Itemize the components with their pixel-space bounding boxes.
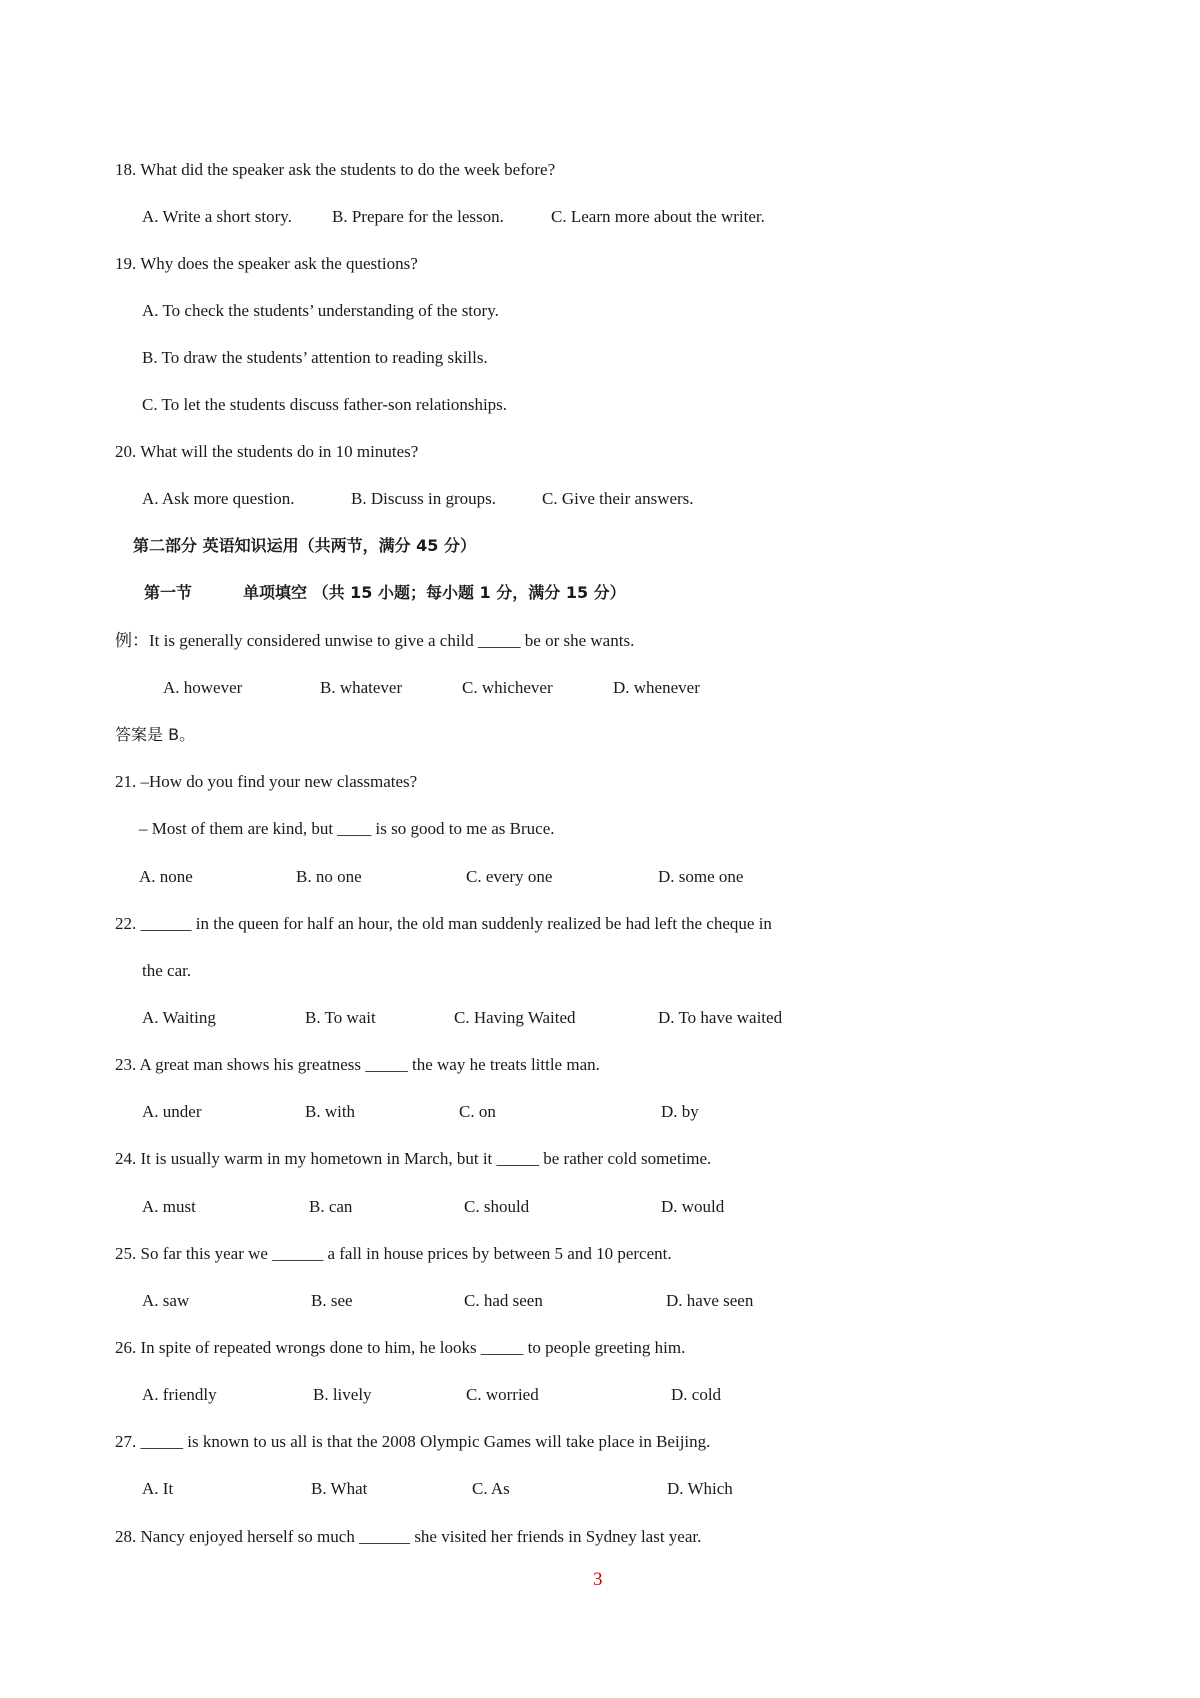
question-25-option-c: C. had seen bbox=[464, 1291, 543, 1310]
example-option-c: C. whichever bbox=[462, 678, 553, 697]
question-20-stem: 20. What will the students do in 10 minutes? bbox=[115, 442, 419, 461]
question-24-option-b: B. can bbox=[309, 1197, 353, 1216]
section-one-title: 第一节 bbox=[144, 583, 193, 602]
question-28-stem: 28. Nancy enjoyed herself so much ______ she visited her friends in Sydney last year. bbox=[115, 1527, 702, 1546]
question-22-option-b: B. To wait bbox=[305, 1008, 376, 1027]
question-19-option-c: C. To let the students discuss father-son relationships. bbox=[142, 395, 508, 414]
question-26-option-c: C. worried bbox=[466, 1385, 539, 1404]
example-option-b: B. whatever bbox=[320, 678, 403, 697]
question-25-option-d: D. have seen bbox=[666, 1291, 754, 1310]
question-21-option-c: C. every one bbox=[466, 867, 553, 886]
question-22-option-c: C. Having Waited bbox=[454, 1008, 576, 1027]
question-21-option-d: D. some one bbox=[658, 867, 744, 886]
question-22-stem-continued: the car. bbox=[142, 961, 192, 980]
question-23-option-b: B. with bbox=[305, 1102, 356, 1121]
question-27-stem: 27. _____ is known to us all is that the 2008 Olympic Games will take place in Beijing. bbox=[115, 1432, 711, 1451]
question-24-stem: 24. It is usually warm in my hometown in March, but it _____ be rather cold sometime. bbox=[115, 1149, 712, 1168]
example-stem: 例：It is generally considered unwise to give a child _____ be or she wants. bbox=[115, 631, 635, 650]
question-25-stem: 25. So far this year we ______ a fall in house prices by between 5 and 10 percent. bbox=[115, 1244, 672, 1263]
question-27-option-a: A. It bbox=[142, 1479, 174, 1498]
example-option-a: A. however bbox=[163, 678, 243, 697]
question-24-option-a: A. must bbox=[142, 1197, 196, 1216]
question-22-option-a: A. Waiting bbox=[142, 1008, 216, 1027]
question-26-stem: 26. In spite of repeated wrongs done to him, he looks _____ to people greeting him. bbox=[115, 1338, 686, 1357]
question-21-option-a: A. none bbox=[139, 867, 193, 886]
question-18-stem: 18. What did the speaker ask the students to do the week before? bbox=[115, 160, 556, 179]
question-26-option-b: B. lively bbox=[313, 1385, 372, 1404]
question-19-option-b: B. To draw the students’ attention to reading skills. bbox=[142, 348, 488, 367]
question-27-option-d: D. Which bbox=[667, 1479, 733, 1498]
question-18-option-a: A. Write a short story. bbox=[142, 207, 292, 226]
question-24-option-d: D. would bbox=[661, 1197, 725, 1216]
question-22-option-d: D. To have waited bbox=[658, 1008, 783, 1027]
question-26-option-a: A. friendly bbox=[142, 1385, 217, 1404]
section-one-description: 单项填空 （共 15 小题；每小题 1 分，满分 15 分） bbox=[243, 583, 626, 602]
question-18-option-c: C. Learn more about the writer. bbox=[551, 207, 765, 226]
question-21-option-b: B. no one bbox=[296, 867, 362, 886]
question-19-stem: 19. Why does the speaker ask the questions? bbox=[115, 254, 418, 273]
question-21-stem-response: – Most of them are kind, but ____ is so good to me as Bruce. bbox=[139, 819, 555, 838]
question-23-option-d: D. by bbox=[661, 1102, 699, 1121]
part-two-heading: 第二部分 英语知识运用（共两节，满分 45 分） bbox=[133, 536, 476, 555]
question-20-option-a: A. Ask more question. bbox=[142, 489, 295, 508]
question-25-option-b: B. see bbox=[311, 1291, 353, 1310]
example-answer: 答案是 B。 bbox=[115, 725, 196, 744]
example-option-d: D. whenever bbox=[613, 678, 700, 697]
question-24-option-c: C. should bbox=[464, 1197, 530, 1216]
question-18-option-b: B. Prepare for the lesson. bbox=[332, 207, 504, 226]
question-20-option-b: B. Discuss in groups. bbox=[351, 489, 496, 508]
question-23-option-a: A. under bbox=[142, 1102, 202, 1121]
question-27-option-c: C. As bbox=[472, 1479, 510, 1498]
question-27-option-b: B. What bbox=[311, 1479, 368, 1498]
question-19-option-a: A. To check the students’ understanding of the story. bbox=[142, 301, 499, 320]
question-23-stem: 23. A great man shows his greatness _____ the way he treats little man. bbox=[115, 1055, 600, 1074]
question-20-option-c: C. Give their answers. bbox=[542, 489, 694, 508]
question-25-option-a: A. saw bbox=[142, 1291, 190, 1310]
question-21-stem: 21. –How do you find your new classmates? bbox=[115, 772, 418, 791]
question-22-stem: 22. ______ in the queen for half an hour, the old man suddenly realized be had left the cheque in bbox=[115, 914, 772, 933]
page-number: 3 bbox=[593, 1569, 603, 1590]
question-26-option-d: D. cold bbox=[671, 1385, 722, 1404]
question-23-option-c: C. on bbox=[459, 1102, 496, 1121]
